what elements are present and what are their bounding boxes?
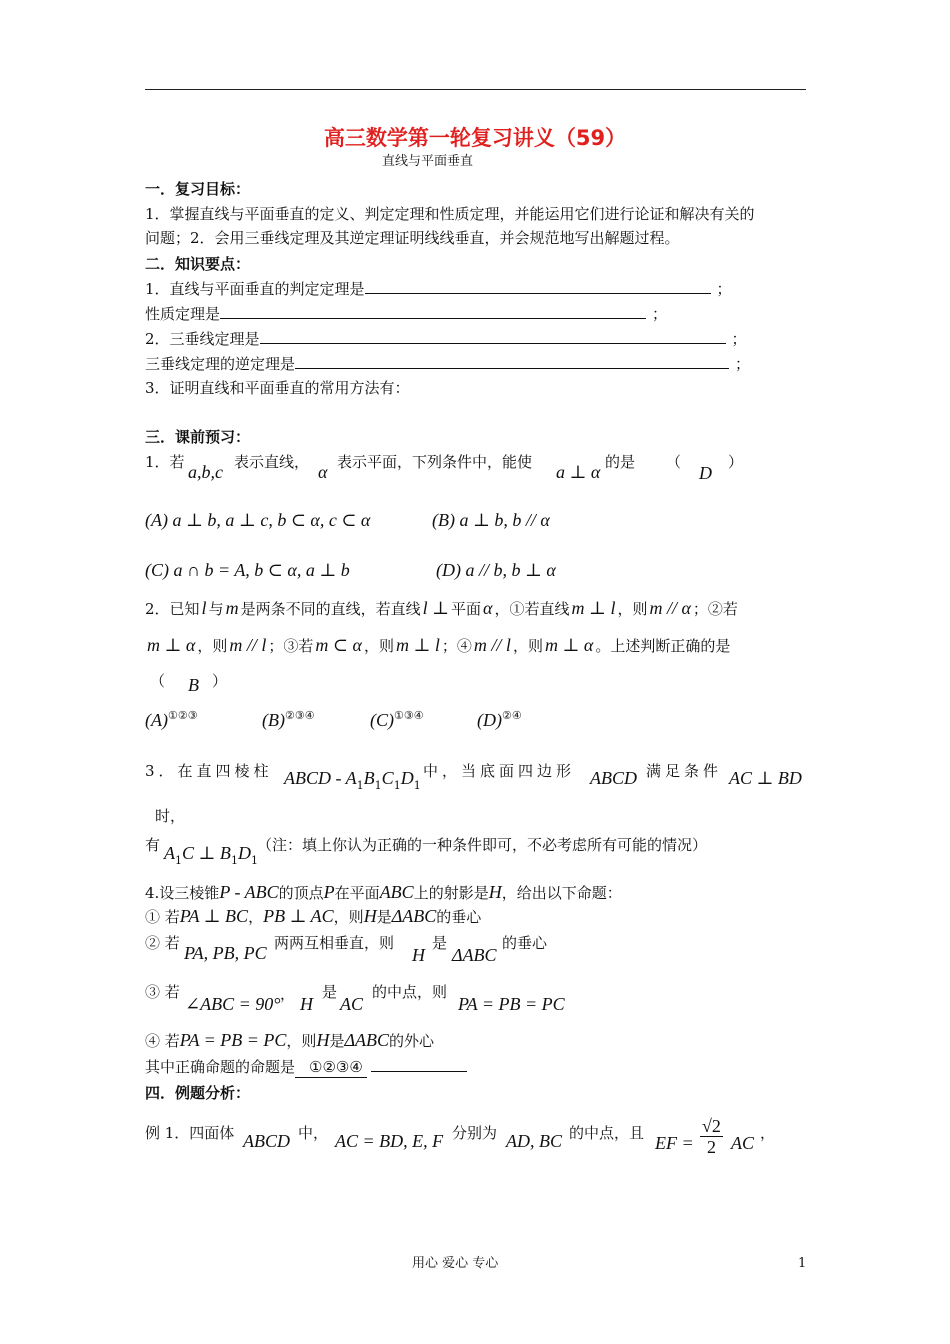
section-heading-preview: 三．课前预习： [145, 428, 251, 446]
q4-claim-3-ac: AC [340, 994, 364, 1014]
q2-line-2-segment: ；③若 [268, 637, 314, 655]
q2-line-2-segment: m // l [229, 635, 267, 655]
q2-option-d-value: ②④ [502, 709, 522, 722]
q4-text: ④ 若 [145, 1032, 180, 1050]
knowledge-item-1b [145, 304, 667, 324]
fill-blank [220, 304, 646, 319]
q4-claim-3-comma: ， [280, 985, 296, 1003]
q2-line-1-segment: m // α [649, 598, 691, 618]
q4-math: ΔABC [391, 906, 437, 926]
example-1-fraction [700, 1116, 723, 1157]
q4-claim-4 [145, 1030, 434, 1051]
q2-line-1-segment: 2．已知 [145, 600, 200, 618]
q3-text-1: 中，当底面四边形 [423, 762, 576, 780]
q2-option-c [370, 710, 424, 733]
q4-projection: H [488, 882, 502, 902]
q1-paren-right: ） [728, 453, 744, 471]
q2-option-d-label: (D) [477, 710, 502, 730]
q1-answer: D [699, 463, 712, 483]
fill-blank [371, 1057, 467, 1072]
q3-condition: AC ⊥ BD [729, 768, 802, 788]
knowledge-item-1-text: 1．直线与平面垂直的判定定理是 [145, 280, 365, 298]
semicolon: ； [735, 355, 751, 373]
fraction-denominator: 2 [706, 1137, 716, 1157]
semicolon: ； [652, 305, 668, 323]
q2-line-1-segment: l ⊥ [422, 598, 450, 618]
example-1-text-2: 分别为 [452, 1124, 498, 1142]
q4-claim-2-end: 的垂心 [502, 934, 548, 952]
q2-line-2-segment: m ⊥ l [395, 635, 440, 655]
q2-line-1-segment: ，则 [617, 600, 648, 618]
semicolon: ； [731, 330, 747, 348]
q2-line-2 [145, 635, 730, 656]
q4-text: 在平面 [334, 884, 380, 902]
q4-claim-1 [145, 906, 481, 927]
knowledge-item-3: 3．证明直线和平面垂直的常用方法有： [145, 379, 410, 397]
q4-text: 是 [376, 908, 392, 926]
q2-option-a-value: ①②③ [167, 709, 198, 722]
q4-text: 是 [329, 1032, 345, 1050]
example-1-prefix: 例 1．四面体 [145, 1124, 235, 1142]
q3-prism: ABCD - $A_1B_1C_1D_1$ [284, 768, 421, 792]
q2-line-1-segment: 是两条不同的直线，若直线 [240, 600, 421, 618]
q4-claim-3-math-2: PA = PB = PC [458, 994, 565, 1014]
q2-line-2-segment: ，则 [197, 637, 228, 655]
q4-text: 上的射影是 [413, 884, 489, 902]
q4-answer-line [145, 1057, 467, 1078]
q4-claim-3-is: 是 [322, 983, 338, 1001]
semicolon: ； [716, 280, 732, 298]
example-1-ac: AC [731, 1133, 755, 1153]
q2-line-2-segment: ，则 [512, 637, 543, 655]
q2-line-2-segment: 。上述判断正确的是 [595, 637, 731, 655]
q2-line-2-segment: ，则 [363, 637, 394, 655]
goals-line-2: 问题；2．会用三垂线定理及其逆定理证明线线垂直，并会规范地写出解题过程。 [145, 229, 680, 247]
q4-claim-2-tri: ΔABC [452, 945, 497, 965]
q1-option-a: (A) a ⊥ b, a ⊥ c, b ⊂ α, c ⊂ α [145, 510, 371, 530]
example-1-text-1: 中， [298, 1124, 329, 1142]
q4-claim-3-h: H [300, 994, 313, 1014]
page-subtitle: 直线与平面垂直 [382, 154, 474, 169]
q2-paren-right: ） [212, 672, 228, 690]
q2-line-1 [145, 598, 738, 619]
q4-answer: ①②③④ [295, 1057, 367, 1078]
q2-line-1-segment: ；②若 [692, 600, 738, 618]
fill-blank [295, 354, 729, 369]
q2-line-1-segment: m ⊥ l [571, 598, 616, 618]
example-1-math-3: AD, BC [506, 1131, 562, 1151]
q3-prefix: 3．在直四棱柱 [145, 762, 273, 780]
q2-line-1-segment: 与 [208, 600, 224, 618]
q1-text-2: 表示平面，下列条件中，能使 [337, 453, 533, 471]
fraction [700, 1116, 723, 1157]
q2-line-2-segment: ；④ [441, 637, 472, 655]
page-title: 高三数学第一轮复习讲义（59） [323, 126, 627, 150]
q2-line-1-segment: ，①若直线 [494, 600, 570, 618]
q4-text: ， [248, 908, 264, 926]
q4-math: H [316, 1030, 330, 1050]
q3-text-4: 有 [145, 836, 161, 854]
knowledge-item-1b-text: 性质定理是 [145, 305, 221, 323]
fill-blank [260, 329, 726, 344]
q3-text-2: 满足条件 [646, 762, 723, 780]
q2-answer: B [188, 675, 199, 695]
q2-line-1-segment: α [483, 598, 493, 618]
q4-claim-2-text: 两两互相垂直，则 [274, 934, 395, 952]
knowledge-item-2b-text: 三垂线定理的逆定理是 [145, 355, 296, 373]
q4-pyramid: P - ABC [219, 882, 279, 902]
q4-claim-2-math: PA, PB, PC [184, 943, 267, 963]
q4-claim-2-h: H [412, 945, 425, 965]
q2-option-b-label: (B) [262, 710, 285, 730]
q2-paren-left: （ [150, 672, 166, 690]
knowledge-item-2 [145, 329, 747, 349]
q3-prism-text: ABCD - A [284, 768, 357, 788]
q4-claim-3-text: 的中点，则 [372, 983, 448, 1001]
q3-base: ABCD [590, 768, 637, 788]
knowledge-item-2b [145, 354, 750, 374]
q1-option-c: (C) a ∩ b = A, b ⊂ α, a ⊥ b [145, 560, 350, 580]
q1-vars: a,b,c [188, 462, 223, 482]
footer-motto: 用心 爱心 专心 [412, 1256, 499, 1271]
q4-text: 的顶点 [278, 884, 324, 902]
example-1-comma: ， [760, 1124, 776, 1142]
q2-line-2-segment: m // l [473, 635, 511, 655]
q4-math: PA = PB = PC [179, 1030, 287, 1050]
q4-math: PB ⊥ AC [263, 906, 334, 926]
q1-alpha: α [318, 462, 328, 482]
fill-blank [365, 279, 711, 294]
q4-plane: ABC [379, 882, 414, 902]
q4-text: ① 若 [145, 908, 180, 926]
q4-claim-3-prefix: ③ 若 [145, 983, 180, 1001]
q4-math: ΔABC [344, 1030, 390, 1050]
q4-text: 的外心 [389, 1032, 435, 1050]
q2-line-1-segment: l [201, 598, 207, 618]
q1-paren-left: （ [666, 453, 682, 471]
q2-line-1-segment: 平面 [451, 600, 482, 618]
q2-line-1-segment: m [225, 598, 239, 618]
q2-line-2-segment: m ⊥ α [544, 635, 594, 655]
q1-text-3: 的是 [605, 453, 636, 471]
q1-option-d: (D) a // b, b ⊥ α [436, 560, 556, 580]
q2-line-2-segment: m ⊂ α [315, 635, 362, 655]
q2-option-d [477, 710, 522, 733]
q2-option-b [262, 710, 315, 733]
q3-note: （注：填上你认为正确的一种条件即可，不必考虑所有可能的情况） [257, 836, 708, 854]
q4-text: 的垂心 [436, 908, 482, 926]
q4-math: PA ⊥ BC [179, 906, 249, 926]
q2-option-b-value: ②③④ [284, 709, 315, 722]
q2-option-a [145, 710, 198, 733]
q4-text: 4.设三棱锥 [145, 884, 220, 902]
q2-option-a-label: (A) [145, 710, 168, 730]
q4-claim-2-prefix: ② 若 [145, 934, 180, 952]
q4-vertex: P [323, 882, 335, 902]
q1-condition: a ⊥ α [556, 462, 601, 482]
q4-claim-3-math: ∠ABC = 90° [185, 994, 281, 1014]
q1-option-b: (B) a ⊥ b, b // α [432, 510, 550, 530]
q3-text-3: 时， [155, 807, 186, 825]
q4-answer-label: 其中正确命题的命题是 [145, 1058, 296, 1076]
example-1-math-2: AC = BD, E, F [335, 1131, 444, 1151]
q1-prefix: 1．若 [145, 453, 185, 471]
q4-math: H [363, 906, 377, 926]
example-1-tetra: ABCD [243, 1131, 290, 1151]
q2-option-c-label: (C) [370, 710, 394, 730]
q1-text-1: 表示直线， [234, 453, 310, 471]
q4-line-1 [145, 882, 622, 903]
q4-text: ，则 [286, 1032, 317, 1050]
q3-answer: $A_1C$ ⊥ $B_1D_1$ [164, 843, 258, 867]
example-1-text-3: 的中点，且 [569, 1124, 645, 1142]
q4-claim-2-is: 是 [432, 934, 448, 952]
q2-line-2-segment: m ⊥ α [147, 635, 196, 655]
q2-option-c-value: ①③④ [394, 709, 424, 722]
section-heading-knowledge: 二．知识要点： [145, 255, 251, 273]
section-heading-goals: 一．复习目标： [145, 180, 251, 198]
q4-text: ，则 [333, 908, 364, 926]
q4-text: ，给出以下命题： [501, 884, 622, 902]
knowledge-item-1 [145, 279, 732, 299]
example-1-ef: EF = [655, 1133, 694, 1153]
section-heading-examples: 四．例题分析： [145, 1084, 251, 1102]
page-number: 1 [798, 1256, 807, 1271]
knowledge-item-2-text: 2．三垂线定理是 [145, 330, 260, 348]
header-rule [145, 89, 806, 90]
goals-line-1: 1．掌握直线与平面垂直的定义、判定定理和性质定理，并能运用它们进行论证和解决有关的 [145, 205, 755, 223]
fraction-numerator: √2 [702, 1116, 721, 1136]
